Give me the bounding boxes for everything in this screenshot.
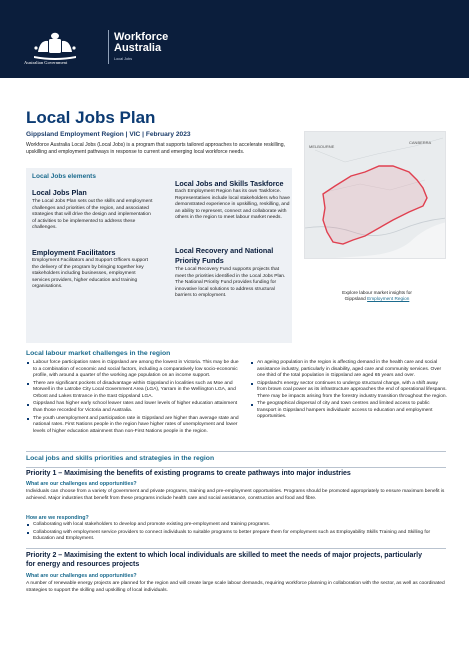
- list-item: An ageing population in the region is affecting demand in the health care and social assistance industry, particularly in disability, aged care and community services. Over one third of the total population in Gippsland are aged 65 years and over.: [250, 360, 448, 380]
- priority-1-question-2: How are we responding?: [26, 515, 89, 521]
- elements-title: Local Jobs elements: [32, 173, 96, 180]
- priority-1-responses: [26, 522, 446, 544]
- taskforce-heading: Local Jobs and Skills Taskforce: [175, 179, 284, 188]
- header-divider: [108, 30, 109, 64]
- challenges-right-list: [250, 360, 448, 422]
- list-item: Labour force participation rates in Gippsland are among the lowest in Victoria. This may be due to a combination of economic and social factors, including a comparatively low socio-economic profile, with around a quarter of the working age population on an income support.: [26, 360, 240, 380]
- list-item: The youth unemployment and participation rate in Gippsland are higher than average state and national rates. First Nations people in the region have higher rates of unemployment and lower levels of higher education attainment than non-First Nations people in the region.: [26, 416, 240, 436]
- priority-1-title: Priority 1 – Maximising the benefits of existing programs to create pathways into major industries: [26, 470, 351, 477]
- local-jobs-elements-panel: [26, 168, 292, 343]
- page-title: Local Jobs Plan: [26, 108, 156, 127]
- intro-paragraph: Workforce Australia Local Jobs (Local Jobs) is a program that supports tailored approaches to accelerate reskilling, upskilling and employment pathways in response to current and emerging local workforce needs.: [26, 142, 285, 155]
- map-caption-region: Gippsland: [344, 296, 366, 301]
- list-item: There are significant pockets of disadvantage within Gippsland in localities such as Moe and Morwell in the Latrobe City Local Government Area (LGA), Yarram in the Wellington LGA, and Orbost and Lakes Entrance in the East Gippsland LGA.: [26, 381, 240, 401]
- page-header: [0, 0, 469, 78]
- map-caption-line-1: Explore labour market insights for: [342, 290, 412, 295]
- employment-facilitators-text: Employment Facilitators and Support Officers support the delivery of the program by bringing together key stakeholders including businesses, employment services providers, higher education and training organisations.: [32, 258, 148, 289]
- region-map-svg: [305, 132, 446, 259]
- local-jobs-plan-heading: Local Jobs Plan: [32, 188, 87, 197]
- map-caption: [317, 290, 437, 302]
- map-label-canberra: CANBERRA: [409, 140, 432, 145]
- section-divider: [26, 548, 446, 549]
- local-jobs-plan-text: The Local Jobs Plan sets out the skills and employment challenges and priorities of the region, and associated strategies that will drive the design and implementation of activities to be implemented to address these challenges.: [32, 199, 153, 230]
- list-item: Gippsland's energy sector continues to undergo structural change, with a shift away from brown coal power as its infrastructure approaches the end of operational lifespans. There may be impacts arising from the forestry industry transition throughout the region.: [250, 381, 448, 401]
- section-divider: [26, 451, 446, 452]
- priority-1-question-1: What are our challenges and opportunities?: [26, 481, 137, 487]
- employment-region-link[interactable]: Employment Region: [367, 296, 410, 301]
- government-name: Australian Government: [24, 60, 68, 65]
- list-item: Collaborating with local stakeholders to develop and promote existing pre-employment and training programs.: [26, 522, 446, 529]
- logo-line-1: Workforce: [114, 31, 169, 43]
- recovery-heading-line-2: Priority Funds: [175, 256, 224, 265]
- page-subtitle: Gippsland Employment Region | VIC | February 2023: [26, 131, 191, 138]
- list-item: The geographical dispersal of city and town centres and limited access to public transport in Gippsland hampers individuals' access to education and employment opportunities.: [250, 401, 448, 421]
- workforce-australia-logo: [114, 32, 168, 54]
- priority-2-title-line-1: Priority 2 – Maximising the extent to which local individuals are skilled to meet the needs of major projects, particularly: [26, 552, 422, 559]
- list-item: Gippsland has higher early school leaver rates and lower levels of higher education attainment than those recorded for Victoria and Australia.: [26, 401, 240, 414]
- employment-facilitators-heading: Employment Facilitators: [32, 248, 116, 257]
- coat-of-arms-icon: [26, 30, 84, 62]
- challenges-left-list: [26, 360, 240, 436]
- priorities-title: Local jobs and skills priorities and strategies in the region: [26, 455, 215, 462]
- priority-2-text: A number of renewable energy projects are planned for the region and will create large scale labour demands, requiring workforce planning in collaboration with the sector, as well as coordinated strategies to support the skilling and upskilling of local individuals.: [26, 581, 445, 593]
- priority-1-text: Individuals can choose from a variety of government and private programs, training and pre-employment opportunities. Programs should be promoted appropriately to ensure maximum benefit is achieved. Major industries that benefit from these programs include health care and social assistance, construction and food and fibre.: [26, 489, 445, 501]
- priority-2-title-line-2: for energy and resources projects: [26, 561, 140, 568]
- list-item: Collaborating with employment service providers to connect individuals to suitable programs to better prepare them for employment such as Employability Skills Training and Skilling for Education and Employment.: [26, 530, 446, 543]
- map-label-melbourne: MELBOURNE: [309, 144, 335, 149]
- priority-2-question-1: What are our challenges and opportunities?: [26, 573, 137, 579]
- challenges-title: Local labour market challenges in the region: [26, 350, 171, 357]
- section-divider: [26, 467, 446, 468]
- region-map[interactable]: [304, 131, 446, 259]
- logo-line-2: Australia: [114, 42, 162, 54]
- recovery-text: The Local Recovery Fund supports projects that meet the priorities identified in the Local Jobs Plan. The National Priority Fund provides funding for innovative local solutions to address structural barriers to employment.: [175, 267, 286, 298]
- logo-subtitle: Local Jobs: [114, 57, 133, 61]
- recovery-heading-line-1: Local Recovery and National: [175, 246, 274, 255]
- taskforce-text: Each Employment Region has its own Taskforce. Representatives include local stakeholders who have demonstrated experience in upskilling, reskilling, and an ability to represent, connect and collaborate with others in the region to meet labour market needs.: [175, 189, 290, 220]
